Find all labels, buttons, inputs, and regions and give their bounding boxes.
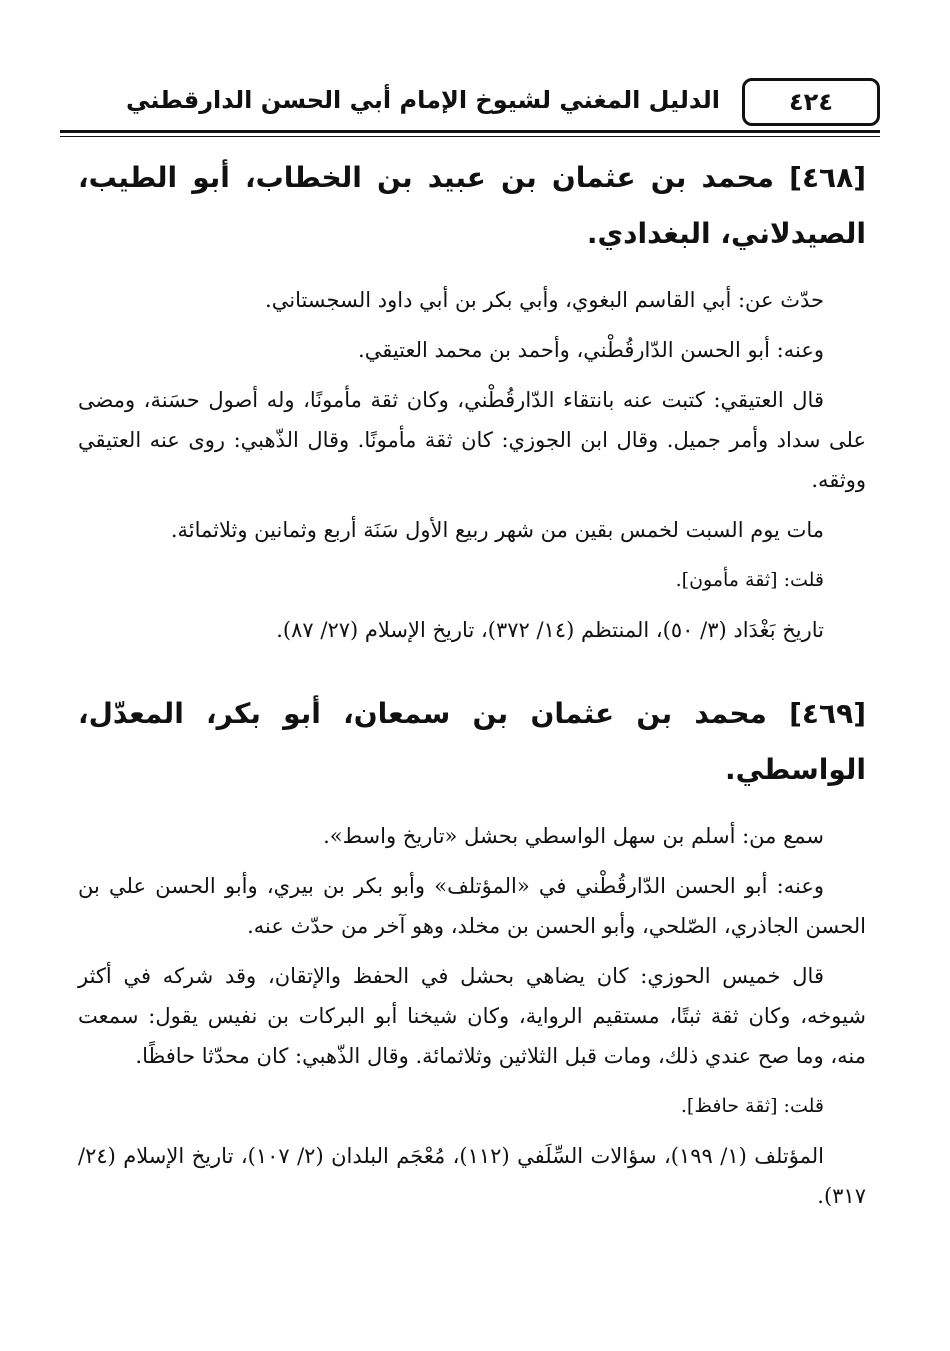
verdict-paragraph: قلت: [ثقة حافظ]. <box>680 1095 824 1117</box>
entry-number: [٤٦٨] <box>789 161 867 194</box>
heard-from-paragraph: سمع من: أسلم بن سهل الواسطي بحشل «تاريخ واسط». <box>323 824 824 848</box>
narrators-paragraph: وعنه: أبو الحسن الدّارقُطْني في «المؤتلف» وأبو بكر بن بيري، وأبو الحسن علي بن الحسن الجاذري، الصّلحي، وأبو الحسن بن مخلد، وهو آخر من حدّث عنه. <box>78 874 866 938</box>
page-content <box>78 150 866 1226</box>
assessment-paragraph: قال خميس الحوزي: كان يضاهي بحشل في الحفظ والإتقان، وقد شركه في أكثر شيوخه، وكان ثقة ثبتًا، مستقيم الرواية، وكان شيخنا أبو البركات بن نفيس يقول: سمعت منه، وما صح عندي ذلك، ومات قبل الثلاثين وثلاثمائة. وقال الذّهبي: كان محدّثا حافظًا. <box>78 964 867 1068</box>
page-number: ٤٢٤ <box>789 88 833 116</box>
entry-heading <box>78 686 866 798</box>
sources-paragraph: المؤتلف (١/ ١٩٩)، سؤالات السِّلَفي (١١٢)، مُعْجَم البلدان (٢/ ١٠٧)، تاريخ الإسلام (٢٤/ ٣١٧). <box>78 1144 866 1208</box>
verdict-paragraph: قلت: [ثقة مأمون]. <box>675 569 824 591</box>
entry-title: محمد بن عثمان بن سمعان، أبو بكر، المعدّل، الواسطي. <box>78 697 866 786</box>
death-paragraph: مات يوم السبت لخمس بقين من شهر ربيع الأول سَنَة أربع وثمانين وثلاثمائة. <box>170 518 824 542</box>
biography-entry <box>78 150 866 650</box>
entry-spacer <box>78 660 866 686</box>
narrators-paragraph: وعنه: أبو الحسن الدّارقُطْني، وأحمد بن محمد العتيقي. <box>358 338 824 362</box>
header-rule-thin <box>60 136 880 137</box>
entry-heading <box>78 150 866 262</box>
biography-entry <box>78 686 866 1216</box>
entry-title: محمد بن عثمان بن عبيد بن الخطاب، أبو الطيب، الصيدلاني، البغدادي. <box>78 161 866 250</box>
sources-paragraph: تاريخ بَغْدَاد (٣/ ٥٠)، المنتظم (١٤/ ٣٧٢)، تاريخ الإسلام (٢٧/ ٨٧). <box>276 618 824 642</box>
header-rule-thick <box>60 130 880 133</box>
running-header <box>60 72 880 134</box>
narrated-from-paragraph: حدّث عن: أبي القاسم البغوي، وأبي بكر بن أبي داود السجستاني. <box>265 288 824 312</box>
book-title: الدليل المغني لشيوخ الإمام أبي الحسن الدارقطني <box>126 86 720 114</box>
page-number-frame <box>742 78 880 126</box>
entry-number: [٤٦٩] <box>789 697 866 730</box>
assessment-paragraph: قال العتيقي: كتبت عنه بانتقاء الدّارقُطْني، وكان ثقة مأمونًا، وله أصول حسَنة، ومضى على سداد وأمر جميل. وقال ابن الجوزي: كان ثقة مأمونًا. وقال الذّهبي: روى عنه العتيقي ووثقه. <box>78 388 866 492</box>
